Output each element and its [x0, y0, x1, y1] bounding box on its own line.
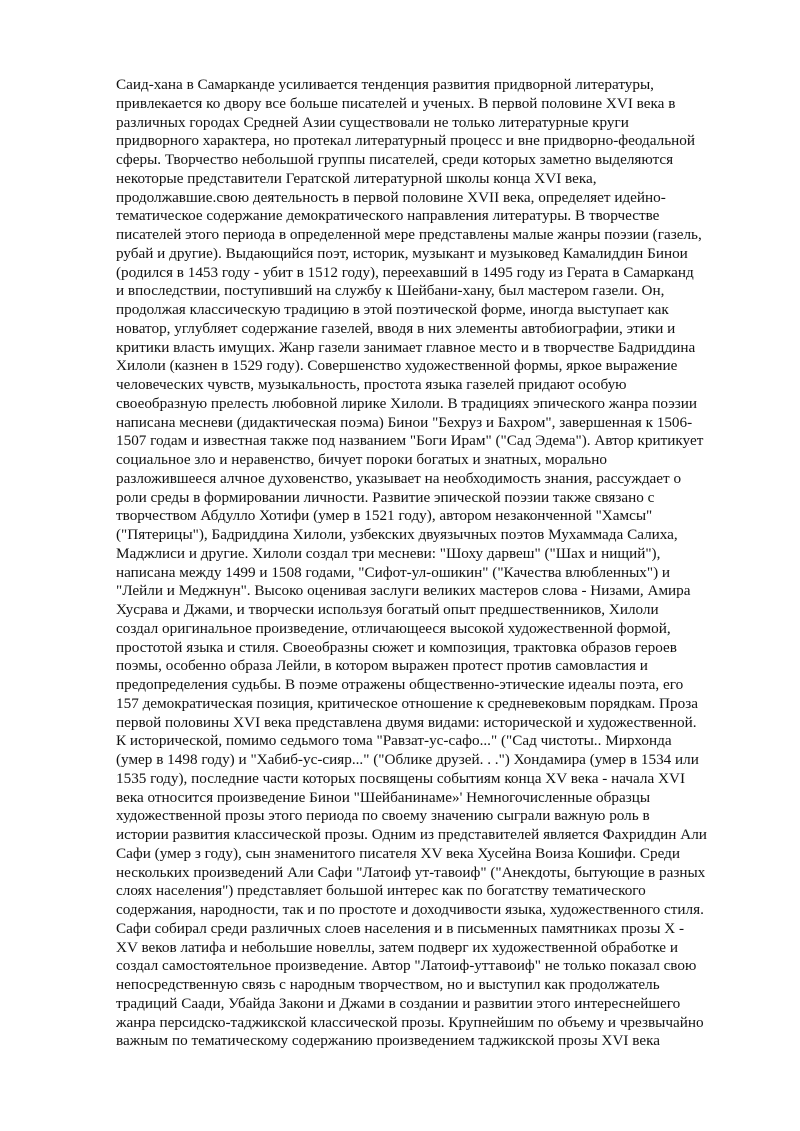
- text-line: (родился в 1453 году - убит в 1512 году), переехавший в 1495 году из Герата в Самарканд: [116, 263, 694, 281]
- text-line: различных городах Средней Азии существовали не только литературные круги: [116, 113, 629, 131]
- text-line: новатор, углубляет содержание газелей, вводя в них элементы автобиографии, этики и: [116, 319, 676, 337]
- text-line: создал оригинальное произведение, отличающееся высокой художественной формой,: [116, 619, 671, 637]
- text-line: создал самостоятельное произведение. Автор "Латоиф-уттавоиф" не только показал свою: [116, 957, 697, 975]
- text-line: творчеством Абдулло Хотифи (умер в 1521 году), автором незаконченной "Хамсы": [116, 507, 653, 525]
- text-line: первой половины XVI века представлена двумя видами: исторической и художественной.: [116, 713, 697, 731]
- text-line: непосредственную связь с народным творчеством, но и выступил как продолжатель: [116, 976, 660, 993]
- text-line: нескольких произведений Али Сафи "Латоиф ут-тавоиф" ("Анекдоты, бытующие в разных: [116, 863, 706, 881]
- text-line: истории развития классической прозы. Одним из представителей является Фахриддин Али: [116, 826, 707, 843]
- text-line: человеческих чувств, музыкальность, простота языка газелей придают особую: [116, 376, 627, 393]
- text-line: социальное зло и неравенство, бичует пороки богатых и знатных, морально: [116, 451, 607, 468]
- text-line: написана между 1499 и 1508 годами, "Сифот-ул-ошикин" ("Качества влюбленных") и: [116, 563, 671, 581]
- text-line: сферы. Творчество небольшой группы писателей, среди которых заметно выделяются: [116, 151, 674, 168]
- text-line: Саид-хана в Самарканде усиливается тенденция развития придворной литературы,: [116, 76, 654, 93]
- text-line: 1507 годам и известная также под названием "Боги Ирам" ("Сад Эдема"). Автор критикует: [116, 432, 704, 450]
- text-line: написана месневи (дидактическая поэма) Бинои "Бехруз и Бахром", завершенная к 1506-: [116, 413, 693, 431]
- text-line: Хилоли (казнен в 1529 году). Совершенство художественной формы, яркое выражение: [116, 357, 678, 375]
- text-line: и впоследствии, поступивший на службу к Шейбани-хану, был мастером газели. Он,: [116, 282, 665, 300]
- text-line: своеобразную прелесть любовной лирике Хилоли. В традициях эпического жанра поэзии: [116, 394, 697, 412]
- text-line: жанра персидско-таджикской классической прозы. Крупнейшим по объему и чрезвычайно: [116, 1013, 704, 1031]
- text-line: привлекается ко двору все больше писателей и ученых. В первой половине XVI века в: [116, 94, 676, 112]
- text-line: критики власть имущих. Жанр газели занимает главное место и в творчестве Бадриддина: [116, 338, 696, 356]
- text-line: Сафи собирал среди различных слоев населения и в письменных памятниках прозы X -: [116, 919, 685, 937]
- text-line: важным по тематическому содержанию произведением таджикской прозы XVI века: [116, 1032, 660, 1050]
- text-line: продолжая классическую традицию в этой поэтической форме, иногда выступает как: [116, 301, 669, 318]
- text-line: предопределения судьбы. В поэме отражены общественно-этические идеалы поэта, его: [116, 676, 684, 693]
- text-line: Хусрава и Джами, и творчески используя богатый опыт предшественников, Хилоли: [116, 601, 659, 618]
- text-line: традиций Саади, Убайда Закони и Джами в создании и развитии этого интереснейшего: [116, 994, 681, 1012]
- text-line: продолжавшие.свою деятельность в первой половине XVII века, определяет идейно-: [116, 188, 666, 206]
- text-line: содержания, народности, так и по простоте и доходчивости языка, художественного стиля.: [116, 901, 704, 918]
- text-line: "Лейли и Меджнун". Высоко оценивая заслуги великих мастеров слова - Низами, Амира: [116, 582, 691, 600]
- text-line: писателей этого периода в определенной мере представлены малые жанры поэзии (газель,: [116, 226, 702, 243]
- text-line: роли среды в формировании личности. Развитие эпической поэзии также связано с: [116, 488, 655, 506]
- text-line: некоторые представители Гератской литературной школы конца XVI века,: [116, 169, 597, 187]
- text-line: разложившееся алчное духовенство, указывает на необходимость знания, рассуждает о: [116, 469, 682, 487]
- text-line: века относится произведение Бинои "Шейбанинаме»' Немногочисленные образцы: [116, 788, 651, 806]
- text-line: придворного характера, но протекал литературный процесс и вне придворно-феодальной: [116, 132, 695, 150]
- text-line: слоях населения") представляет большой интерес как по богатству тематического: [116, 882, 646, 900]
- text-line: Сафи (умер з году), сын знаменитого писателя XV века Хусейна Воиза Кошифи. Среди: [116, 844, 681, 862]
- text-line: тематическое содержание демократического направления литературы. В творчестве: [116, 207, 660, 225]
- text-line: (умер в 1498 году) и "Хабиб-ус-сияр..." ("Облике друзей. . .") Хондамира (умер в 1534 или: [116, 751, 699, 768]
- text-line: поэмы, особенно образа Лейли, в котором выражен протест против самовластия и: [116, 657, 648, 675]
- text-line: К исторической, помимо седьмого тома "Равзат-ус-сафо..." ("Сад чистоты.. Мирхонда: [116, 732, 672, 750]
- text-line: XV веков латифа и небольшие новеллы, затем подверг их художественной обработке и: [116, 938, 678, 956]
- text-line: 1535 году), последние части которых посвящены событиям конца XV века - начала XVI: [116, 769, 686, 787]
- text-line: художественной прозы этого периода по своему значению сыграли важную роль в: [116, 807, 650, 825]
- text-line: 157 демократическая позиция, критическое отношение к средневековым порядкам. Проза: [116, 694, 698, 712]
- text-line: ("Пятерицы"), Бадриддина Хилоли, узбекских двуязычных поэтов Мухаммада Салиха,: [116, 526, 678, 543]
- text-line: простотой языка и стиля. Своеобразны сюжет и композиция, трактовка образов героев: [116, 638, 677, 656]
- text-line: рубай и другие). Выдающийся поэт, историк, музыкант и музыковед Камалиддин Бинои: [116, 244, 688, 262]
- text-line: Маджлиси и другие. Хилоли создал три месневи: "Шоху дарвеш" ("Шах и нищий"),: [116, 544, 661, 562]
- document-body: [116, 76, 746, 1051]
